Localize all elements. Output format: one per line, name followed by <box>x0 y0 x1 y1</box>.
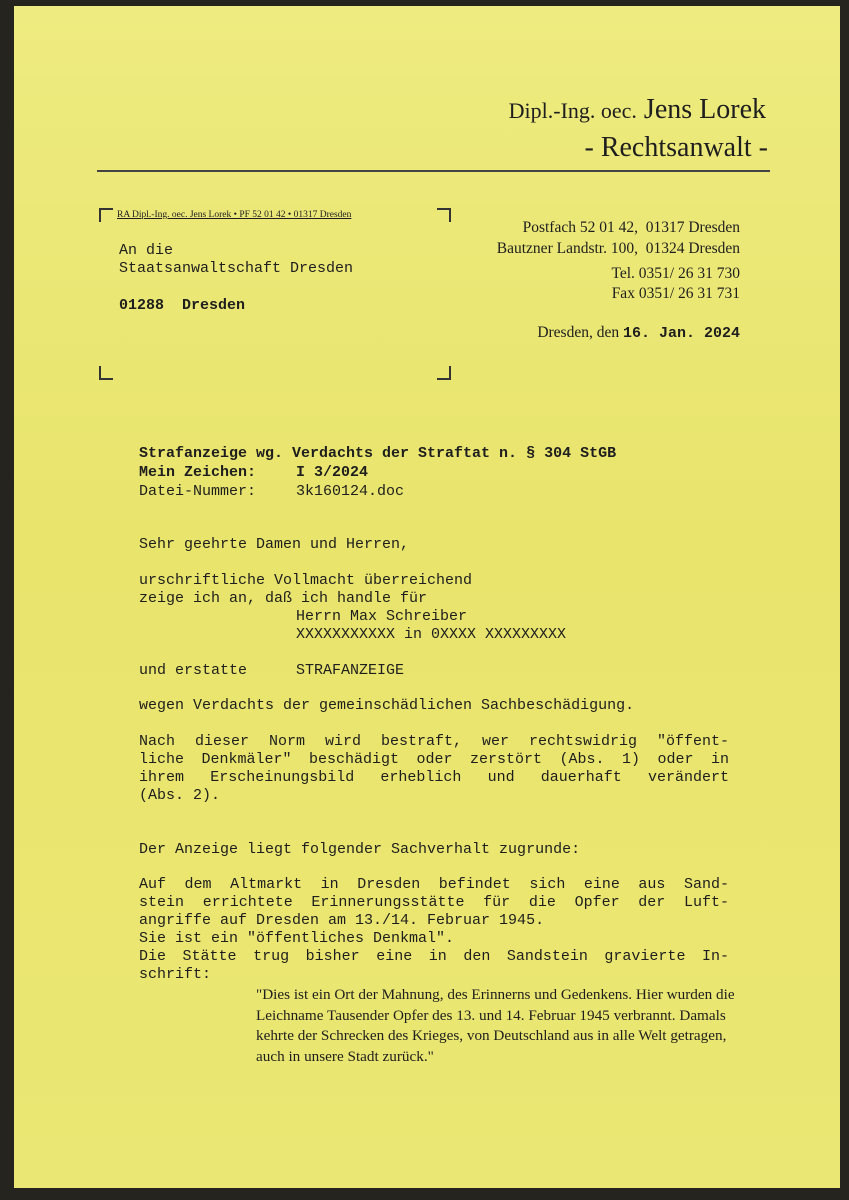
recipient-line-2: Staatsanwaltschaft Dresden <box>119 260 354 277</box>
salutation: Sehr geehrte Damen und Herren, <box>139 536 410 553</box>
recipient-city: 01288 Dresden <box>119 297 246 314</box>
body-line: schrift: <box>139 966 212 983</box>
letterhead-divider <box>97 170 770 172</box>
date-prefix: Dresden, den <box>537 324 620 341</box>
body-line: wegen Verdachts der gemeinschädlichen Sachbeschädigung. <box>139 697 635 714</box>
letterhead-lawyer-name: Jens Lorek <box>643 94 766 125</box>
address-tel: Tel. 0351/ 26 31 730 <box>611 265 740 282</box>
letterhead-name <box>509 94 766 126</box>
body-line: Die Stätte trug bisher eine in den Sandstein gravierte In- <box>139 948 729 965</box>
address-window-corner <box>437 208 451 222</box>
letterhead-name-prefix: Dipl.-Ing. oec. <box>508 98 637 123</box>
body-line: zeige ich an, daß ich handle für <box>139 590 428 607</box>
address-postfach: Postfach 52 01 42, 01317 Dresden <box>522 219 740 236</box>
date-line <box>537 324 740 342</box>
reference-label: Mein Zeichen: <box>139 464 257 481</box>
recipient-line-1: An die <box>119 242 174 259</box>
body-line: angriffe auf Dresden am 13./14. Februar 1945. <box>139 912 545 929</box>
address-fax: Fax 0351/ 26 31 731 <box>611 285 740 302</box>
address-street: Bautzner Landstr. 100, 01324 Dresden <box>496 240 740 257</box>
body-line: Sie ist ein "öffentliches Denkmal". <box>139 930 455 947</box>
date-value: 16. Jan. 2024 <box>622 325 740 342</box>
body-line: (Abs. 2). <box>139 787 221 804</box>
body-line: Der Anzeige liegt folgender Sachverhalt zugrunde: <box>139 841 581 858</box>
file-number-value: 3k160124.doc <box>296 483 405 500</box>
address-window-corner <box>99 208 113 222</box>
letter-page <box>14 6 840 1188</box>
erstatte-label: und erstatte <box>139 662 248 679</box>
file-number-label: Datei-Nummer: <box>139 483 257 500</box>
inscription-quote: "Dies ist ein Ort der Mahnung, des Erinnerns und Gedenkens. Hier wurden die Leichname Tausender Opfer des 13. und 14. Februar 1945 verbrannt. Damals kehrte der Schrecken des Krieges, von Deutschland aus in alle Welt getragen, auch in unsere Stadt zurück." <box>256 986 735 1065</box>
body-line: ihrem Erscheinungsbild erheblich und dauerhaft verändert <box>139 769 729 786</box>
letterhead-title: - Rechtsanwalt - <box>584 132 768 163</box>
sender-return-line: RA Dipl.-Ing. oec. Jens Lorek • PF 52 01 42 • 01317 Dresden <box>117 210 352 220</box>
address-window-corner <box>99 366 113 380</box>
client-address: XXXXXXXXXXX in 0XXXX XXXXXXXXX <box>296 626 567 643</box>
client-name: Herrn Max Schreiber <box>296 608 468 625</box>
body-line: Auf dem Altmarkt in Dresden befindet sich eine aus Sand- <box>139 876 729 893</box>
body-line: urschriftliche Vollmacht überreichend <box>139 572 473 589</box>
body-line: liche Denkmäler" beschädigt oder zerstört (Abs. 1) oder in <box>139 751 729 768</box>
subject-title: Strafanzeige wg. Verdachts der Straftat n. § 304 StGB <box>139 445 617 462</box>
reference-value: I 3/2024 <box>296 464 369 481</box>
address-window-corner <box>437 366 451 380</box>
strafanzeige-label: STRAFANZEIGE <box>296 662 405 679</box>
body-line: stein errichtete Erinnerungsstätte für die Opfer der Luft- <box>139 894 729 911</box>
body-line: Nach dieser Norm wird bestraft, wer rechtswidrig "öffent- <box>139 733 729 750</box>
